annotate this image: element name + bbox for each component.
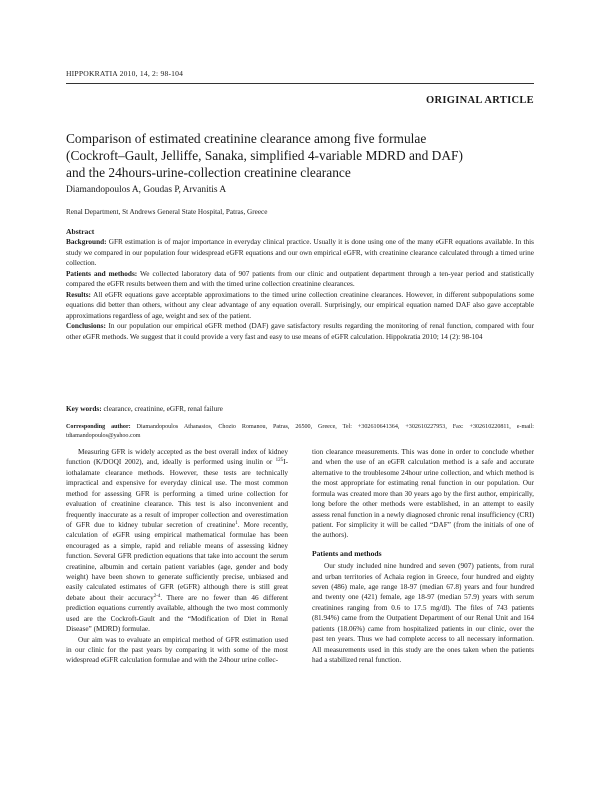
article-title xyxy=(66,130,536,182)
abstract-background xyxy=(66,237,534,268)
abstract-results-text: All eGFR equations gave acceptable approximations to the timed urine collection creatinine clearances. However, in different subpopulations some equations did better than others, without any clear advantage of any equation overall. Surprisingly, our empirical equation named DAF also gave acceptable approximations regardless of age, weight and sex of the patient. xyxy=(66,290,534,320)
abstract-conclusions-label: Conclusions: xyxy=(66,322,106,331)
abstract-methods-label: Patients and methods: xyxy=(66,269,138,278)
citation-ref: 2-4 xyxy=(153,593,161,599)
body-text: . More recently, calculation of eGFR using empirical mathematical formulae has been encouraged as a simple, rapid and reliable means of assessing kidney function. Several GFR prediction equations that take into account the serum creatinine, albumin and certain patient variables (age, gender and body weight) have been shown to generate sufficiently precise, unbiased and easily calculated estimates of GFR (eGFR) although there is still great debate about their accuracy xyxy=(66,520,288,602)
running-head: HIPPOKRATIA 2010, 14, 2: 98-104 xyxy=(66,69,184,78)
citation-ref: 1 xyxy=(235,520,238,526)
author-list: Diamandopoulos A, Goudas P, Arvanitis A xyxy=(66,185,227,195)
corresponding-author xyxy=(66,423,534,441)
title-line: and the 24hours-urine-collection creatinine clearance xyxy=(66,165,351,181)
title-line: Comparison of estimated creatinine clearance among five formulae xyxy=(66,131,427,146)
body-column-right xyxy=(312,447,534,665)
keywords-label: Key words: xyxy=(66,405,102,413)
affiliation: Renal Department, St Andrews General State Hospital, Patras, Greece xyxy=(66,208,268,216)
body-paragraph: Our aim was to evaluate an empirical method of GFR estimation used in our clinic for the past years by comparing it with some of the most widespread eGFR calculation formulae and with the 24hour urine collec- xyxy=(66,635,288,665)
body-text: Measuring GFR is widely accepted as the best overall index of kidney function (K/DOQI 2002), and, ideally is performed using inulin or xyxy=(66,448,288,467)
abstract-background-label: Background: xyxy=(66,238,107,247)
abstract-methods xyxy=(66,269,534,290)
abstract-background-text: GFR estimation is of major importance in everyday clinical practice. Usually it is done using one of the many eGFR equations available. In this study we compared in our population four widespread eGFR equations and our own empirical eGFR, with creatinine clearance calculated through a timed urine collection. xyxy=(66,238,534,268)
body-column-left xyxy=(66,447,288,666)
abstract-heading: Abstract xyxy=(66,227,95,236)
abstract-methods-text: We collected laboratory data of 907 patients from our clinic and outpatient department through a ten-year period and statistically compared the eGFR results between them and with the timed urine collection creatinine clearances. xyxy=(66,269,534,289)
keywords xyxy=(66,405,223,413)
corresponding-author-label: Corresponding author: xyxy=(66,424,131,430)
section-heading: Patients and methods xyxy=(312,548,382,558)
body-paragraph: Our study included nine hundred and seven (907) patients, from rural and urban territories of Achaia region in Greece, four hundred and eighty seven (486) male, age range 18-97 (median 67.8) years and four hundred and twenty one (421) female, age 18-97 (median 57.9) years with serum creatinines ranging from 0.6 to 17.5 mg/dl). The files of 743 patients (81.94%) came from the Outpatient Department of our Renal Unit and 164 patients (18.06%) came from hospitalized patients in our clinic, over the past ten years. Thus we had complete access to all necessary information. All measurements used in this study are the ones taken when the patients had a stabilized renal function. xyxy=(312,562,534,665)
abstract-results-label: Results: xyxy=(66,290,91,299)
body-text: I-iothalamate clearance methods. However, these tests are technically impractical and expensive for everyday clinical use. The most common method for assessing GFR is performing a timed urine collection for evaluation of creatinine clearance. This test is also inconvenient and frequently inaccurate as a result of improper collection and overestimation of GFR due to kidney tubular secretion of creatinine xyxy=(66,458,288,529)
abstract xyxy=(66,227,534,342)
header-rule xyxy=(66,83,534,84)
keywords-text: clearance, creatinine, eGFR, renal failure xyxy=(101,405,223,413)
article-type-label: ORIGINAL ARTICLE xyxy=(425,95,534,106)
corresponding-author-text: Diamandopoulos Athanasios, Chozio Romanou, Patras, 26500, Greece, Tel: +302610641364, +302610227953, Fax: +302610220811, e-mail: tdiamandopoulos@yahoo.com xyxy=(66,424,534,440)
abstract-conclusions xyxy=(66,321,534,342)
body-paragraph: tion clearance measurements. This was done in order to conclude whether and when the use of an eGFR calculation method is a safe and accurate alternative to the troublesome 24hour urine collection, and which method is the most appropriate for estimating renal function in our population. Our formula was created more than 30 years ago by the first author, empirically, long before the other methods were established, in an attempt to easily assess renal function in a newly diagnosed chronic renal insufficiency (CRI) patient. For simplicity it will be called “DAF” (from the initials of one of the authors). xyxy=(312,448,534,540)
body-paragraph xyxy=(66,447,288,635)
body-text: . There are no fewer than 46 different prediction equations currently available, although the two most commonly used are the Cockroft-Gault and the “Modification of Diet in Renal Disease” (MDRD) formulae. xyxy=(66,593,288,634)
title-line: (Cockroft–Gault, Jelliffe, Sanaka, simplified 4-variable MDRD and DAF) xyxy=(66,148,463,164)
superscript: 125 xyxy=(275,458,284,464)
abstract-results xyxy=(66,290,534,321)
abstract-conclusions-text: In our population our empirical eGFR method (DAF) gave satisfactory results regarding the monitoring of renal function, compared with four other eGFR methods. We suggest that it could provide a very fast and easy to use means of eGFR calculation. Hippokratia 2010; 14 (2): 98-104 xyxy=(66,322,534,341)
